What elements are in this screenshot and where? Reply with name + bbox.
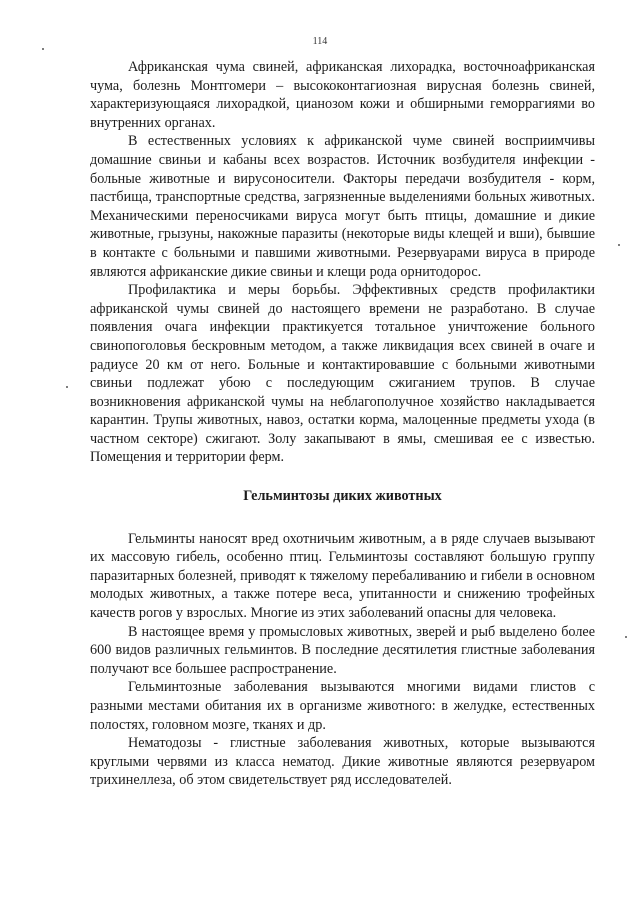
- paragraph-asf-prevention: Профилактика и меры борьбы. Эффективных средств профилактики африканской чумы свиней до настоящего времени не разработано. В случае появления очага инфекции практикуется тотальное уничтожение больного свинопоголовья бескровным методом, а также ликвидация всех свиней в очаге и радиусе 20 км от него. Больные и контактировавшие с больными животными свиньи подлежат убою с последующим сжиганием трупов. В случае возникновения африканской чумы на неблагополучное хозяйство накладывается карантин. Трупы животных, навоз, остатки корма, малоценные предметы ухода (в частном секторе) сжигают. Золу закапывают в ямы, смешивая ее с известью. Помещения и территории ферм.: [90, 282, 595, 466]
- paragraph-helminths-harm: Гельминты наносят вред охотничьим животным, а в ряде случаев вызывают их массовую гибель, особенно птиц. Гельминтозы составляют большую группу паразитарных болезней, приводят к тяжелому перебаливанию и гибели в основном молодых животных, а также потере веса, упитанности и снижению трофейных качеств рогов у взрослых. Многие из этих заболеваний опасны для человека.: [90, 530, 595, 622]
- paragraph-asf-definition: Африканская чума свиней, африканская лихорадка, восточноафриканская чума, болезнь Монтгомери – высококонтагиозная вирусная болезнь свиней, характеризующаяся лихорадкой, цианозом кожи и обширными геморрагиями во внутренних органах.: [90, 59, 595, 131]
- page-number: 114: [312, 36, 328, 47]
- page-content: [90, 58, 595, 790]
- paragraph-helminths-localization: Гельминтозные заболевания вызываются многими видами глистов с разными местами обитания их в организме животного: в желудке, естественных полостях, головном мозге, тканях и др.: [90, 679, 595, 733]
- section-title: Гельминтозы диких животных: [243, 488, 442, 505]
- paragraph-nematodoses: Нематодозы - глистные заболевания животных, которые вызываются круглыми червями из класса нематод. Дикие животные являются резервуаром трихинеллеза, об этом свидетельствует ряд исследователей.: [90, 735, 595, 789]
- paragraph-asf-epizootology: В естественных условиях к африканской чуме свиней восприимчивы домашние свиньи и кабаны всех возрастов. Источник возбудителя инфекции - больные животные и вирусоносители. Факторы передачи возбудителя - корм, пастбища, транспортные средства, загрязненные выделениями больных животных. Механическими переносчиками вируса могут быть птицы, домашние и дикие животные, грызуны, накожные паразиты (некоторые виды клещей и вши), бывшие в контакте с больными и павшими животными. Резервуарами вируса в природе являются африканские дикие свиньи и клещи рода орнитодорос.: [90, 133, 595, 280]
- scan-speck: [618, 244, 620, 246]
- scan-speck: [42, 48, 44, 50]
- scan-speck: [66, 386, 68, 388]
- scan-speck: [625, 636, 627, 638]
- paragraph-helminths-species: В настоящее время у промысловых животных, зверей и рыб выделено более 600 видов различных гельминтов. В последние десятилетия глистные заболевания получают все большее распространение.: [90, 623, 595, 677]
